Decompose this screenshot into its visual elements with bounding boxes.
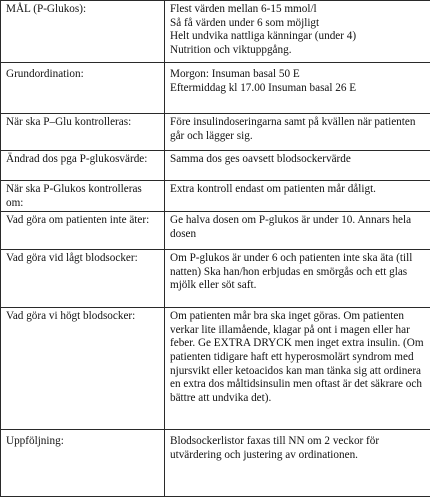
value-line: Morgon: Insuman basal 50 E — [170, 68, 426, 82]
value-line: Nutrition och viktuppgång. — [170, 44, 426, 58]
row-value: Om P-glukos är under 6 och patienten inte ska äta (till natten) Ska han/hon erbjudas en smörgås och ett glas mjölk eller söt saft. — [165, 250, 430, 308]
table-row — [1, 250, 430, 308]
table-row — [1, 114, 430, 151]
value-line: Flest värden mellan 6-15 mmol/l — [170, 3, 426, 17]
table-row — [1, 212, 430, 250]
table-row — [1, 151, 430, 181]
table-row — [1, 308, 430, 430]
table-row — [1, 63, 430, 114]
row-value: Extra kontroll endast om patienten mår dåligt. — [165, 181, 430, 212]
row-value — [165, 1, 430, 63]
table-row — [1, 181, 430, 212]
row-label: Vad göra om patienten inte äter: — [1, 212, 165, 250]
value-line: Så få värden under 6 som möjligt — [170, 17, 426, 31]
row-label: Ändrad dos pga P-glukosvärde: — [1, 151, 165, 181]
row-value: Före insulindoseringarna samt på kvällen när patienten går och lägger sig. — [165, 114, 430, 151]
row-value: Om patienten mår bra ska inget göras. Om patienten verkar lite illamående, klagar på ont i magen eller har feber. Ge EXTRA DRYCK men inget extra insulin. (Om patienten tidigare haft ett hyperosmolärt syndrom med njursvikt eller ketoacidos kan man tänka sig att ordinera en extra dos måltidsinsulin men oftast är det säkrare och bättre att undvika det). — [165, 308, 430, 430]
row-label: Vad göra vi högt blodsocker: — [1, 308, 165, 430]
row-label: Grundordination: — [1, 63, 165, 114]
table-row — [1, 430, 430, 497]
value-line: Helt undvika nattliga känningar (under 4) — [170, 30, 426, 44]
row-label: När ska P–Glu kontrolleras: — [1, 114, 165, 151]
row-value — [165, 63, 430, 114]
row-label: Vad göra vid lågt blodsocker: — [1, 250, 165, 308]
value-line: Eftermiddag kl 17.00 Insuman basal 26 E — [170, 82, 426, 96]
row-value: Samma dos ges oavsett blodsockervärde — [165, 151, 430, 181]
table-row — [1, 1, 430, 63]
row-label: Uppföljning: — [1, 430, 165, 497]
row-value: Ge halva dosen om P-glukos är under 10. Annars hela dosen — [165, 212, 430, 250]
row-label: MÅL (P-Glukos): — [1, 1, 165, 63]
row-value: Blodsockerlistor faxas till NN om 2 veckor för utvärdering och justering av ordinationen. — [165, 430, 430, 497]
row-label: När ska P-Glukos kontrolleras om: — [1, 181, 165, 212]
